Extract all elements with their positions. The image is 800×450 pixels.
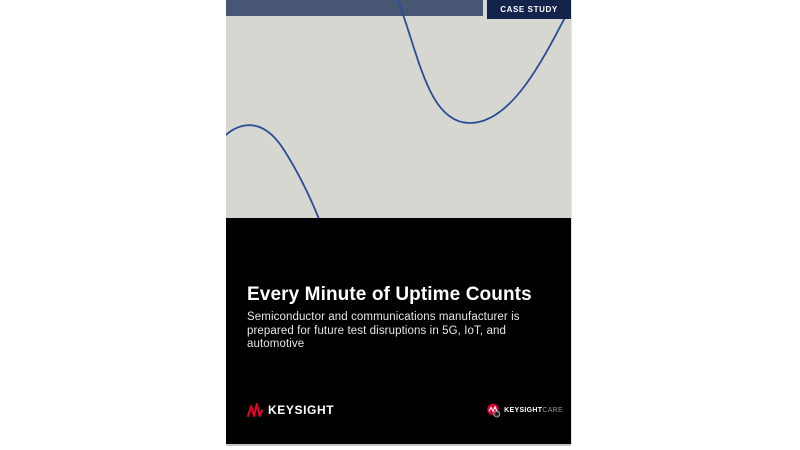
cover-subtitle <box>247 311 559 352</box>
case-study-badge <box>487 0 571 19</box>
keysight-care-text <box>504 407 563 414</box>
case-study-badge-label: CASE STUDY <box>500 5 558 14</box>
keysight-logo <box>247 403 334 417</box>
cover-subtitle-line: automotive <box>247 338 305 350</box>
cover-top-section <box>226 0 571 218</box>
cover-footer <box>247 402 563 418</box>
cover-bottom-section <box>226 218 571 444</box>
keysight-care-logo <box>486 403 563 418</box>
cover-text-block <box>247 282 559 352</box>
case-study-cover-document <box>226 0 571 444</box>
cover-subtitle-line: prepared for future test disruptions in 5G, IoT, and <box>247 324 506 337</box>
keysight-care-icon <box>486 403 501 418</box>
cover-title: Every Minute of Uptime Counts <box>247 284 532 305</box>
keysight-care-brand: KEYSIGHT <box>504 406 543 414</box>
keysight-care-suffix: CARE <box>542 406 563 414</box>
cover-subtitle-line: Semiconductor and communications manufacturer is <box>247 311 520 323</box>
decorative-curves <box>226 0 571 218</box>
keysight-spark-icon <box>247 403 263 417</box>
curve-left <box>226 125 321 218</box>
keysight-logo-text: KEYSIGHT <box>268 403 335 417</box>
